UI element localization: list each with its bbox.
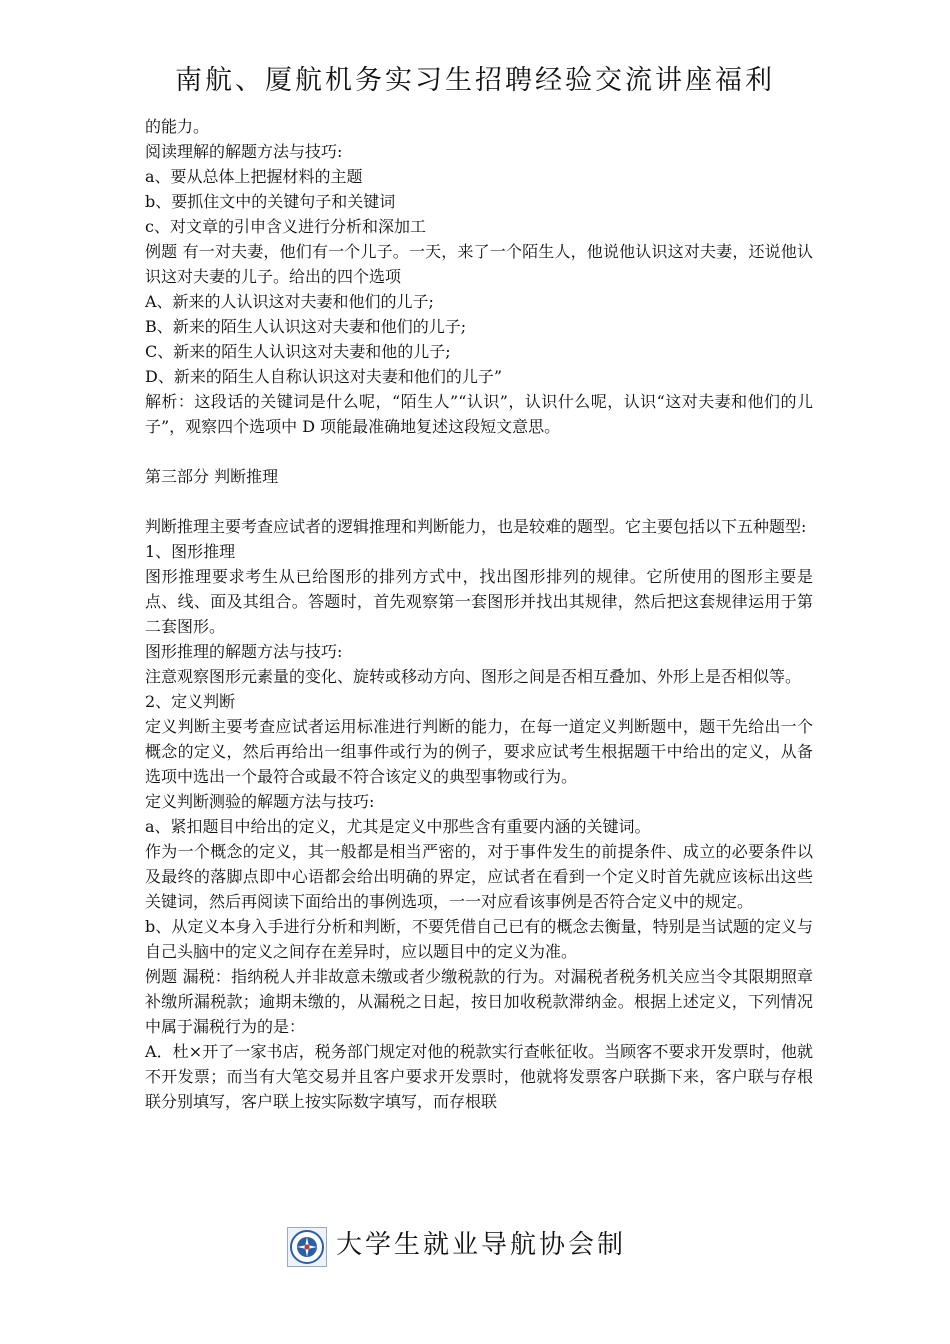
paragraph: D、新来的陌生人自称认识这对夫妻和他们的儿子” [145, 367, 503, 386]
paragraph: C、新来的陌生人认识这对夫妻和他的儿子; [145, 342, 451, 361]
paragraph: a、要从总体上把握材料的主题 [145, 167, 363, 186]
footer-organization-text: 大学生就业导航协会制 [336, 1230, 627, 1260]
association-emblem-icon [287, 1227, 327, 1267]
paragraph: c、对文章的引申含义进行分析和深加工 [145, 217, 426, 236]
paragraph: 图形推理的解题方法与技巧: [145, 642, 343, 661]
page-footer [0, 1223, 950, 1273]
paragraph: A、新来的人认识这对夫妻和他们的儿子; [145, 292, 434, 311]
paragraph: b、从定义本身入手进行分析和判断，不要凭借自己已有的概念去衡量，特别是当试题的定义与自己头脑中的定义之间存在差异时，应以题目中的定义为准。 [145, 917, 813, 961]
blank-line [145, 439, 813, 464]
paragraph: 图形推理要求考生从已给图形的排列方式中，找出图形排列的规律。它所使用的图形主要是点、线、面及其组合。答题时，首先观察第一套图形并找出其规律，然后把这套规律运用于第二套图形。 [145, 567, 813, 636]
paragraph: 例题 漏税：指纳税人并非故意未缴或者少缴税款的行为。对漏税者税务机关应当令其限期照章补缴所漏税款；逾期未缴的，从漏税之日起，按日加收税款滞纳金。根据上述定义，下列情况中属于漏税行为的是： [145, 967, 813, 1036]
paragraph: A．杜×开了一家书店，税务部门规定对他的税款实行查帐征收。当顾客不要求开发票时，他就不开发票；而当有大笔交易并且客户要求开发票时，他就将发票客户联撕下来，客户联与存根联分别填写，客户联上按实际数字填写，而存根联 [145, 1042, 813, 1111]
paragraph: 阅读理解的解题方法与技巧: [145, 142, 343, 161]
paragraph: 判断推理主要考查应试者的逻辑推理和判断能力，也是较难的题型。它主要包括以下五种题型: [145, 517, 807, 536]
paragraph: 1、图形推理 [145, 542, 236, 561]
document-body [145, 114, 813, 1114]
paragraph: 定义判断测验的解题方法与技巧: [145, 792, 375, 811]
paragraph: 作为一个概念的定义，其一般都是相当严密的，对于事件发生的前提条件、成立的必要条件以及最终的落脚点即中心语都会给出明确的界定，应试者在看到一个定义时首先就应该标出这些关键词，然后再阅读下面给出的事例选项，一一对应看该事例是否符合定义中的规定。 [145, 842, 813, 911]
paragraph: 例题 有一对夫妻，他们有一个儿子。一天，来了一个陌生人，他说他认识这对夫妻，还说他认识这对夫妻的儿子。给出的四个选项 [145, 242, 813, 286]
paragraph: b、要抓住文中的关键句子和关键词 [145, 192, 396, 211]
blank-line [145, 489, 813, 514]
paragraph: 的能力。 [145, 117, 210, 136]
paragraph: a、紧扣题目中给出的定义，尤其是定义中那些含有重要内涵的关键词。 [145, 817, 651, 836]
section-heading: 第三部分 判断推理 [145, 467, 279, 486]
page-header-title: 南航、厦航机务实习生招聘经验交流讲座福利 [175, 65, 775, 96]
paragraph: 定义判断主要考查应试者运用标准进行判断的能力，在每一道定义判断题中，题干先给出一个概念的定义，然后再给出一组事件或行为的例子，要求应试考生根据题干中给出的定义，从备选项中选出一个最符合或最不符合该定义的典型事物或行为。 [145, 717, 813, 786]
paragraph: 注意观察图形元素量的变化、旋转或移动方向、图形之间是否相互叠加、外形上是否相似等。 [145, 667, 802, 686]
paragraph: 2、定义判断 [145, 692, 236, 711]
paragraph: B、新来的陌生人认识这对夫妻和他们的儿子; [145, 317, 467, 336]
paragraph: 解析：这段话的关键词是什么呢，“陌生人”“认识”，认识什么呢，认识“这对夫妻和他们的儿子”，观察四个选项中 D 项能最准确地复述这段短文意思。 [145, 392, 813, 436]
